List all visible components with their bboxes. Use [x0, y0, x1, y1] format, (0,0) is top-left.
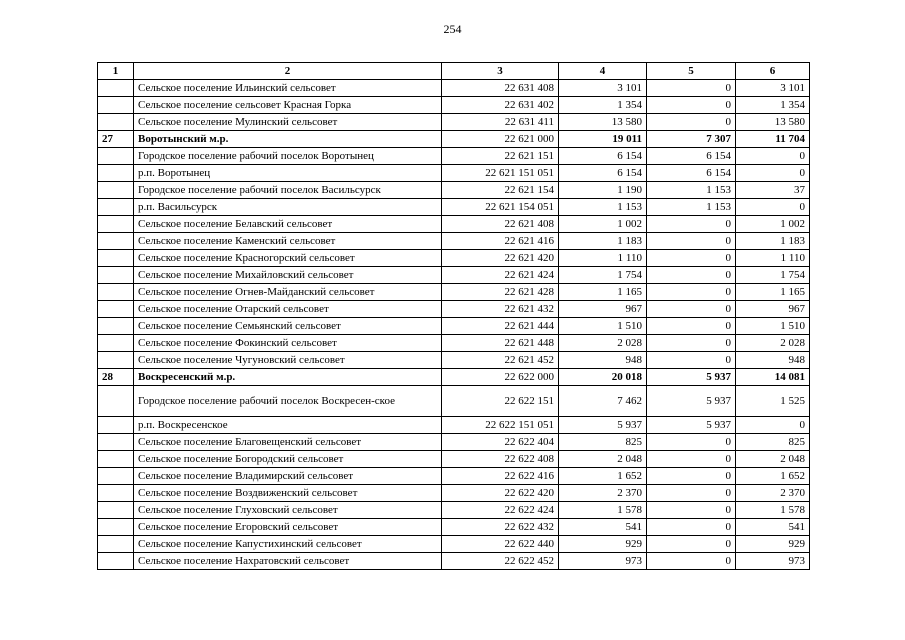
- value-col6-cell: 541: [736, 519, 810, 536]
- table-row: [98, 301, 810, 318]
- code-cell: 22 622 151 051: [442, 417, 559, 434]
- value-col5-cell: 0: [647, 114, 736, 131]
- table-row: [98, 352, 810, 369]
- code-cell: 22 622 404: [442, 434, 559, 451]
- value-col6-cell: 825: [736, 434, 810, 451]
- code-cell: 22 621 420: [442, 250, 559, 267]
- value-col5-cell: 1 153: [647, 182, 736, 199]
- value-col4-cell: 1 153: [559, 199, 647, 216]
- row-number-cell: 27: [98, 131, 134, 148]
- value-col6-cell: 11 704: [736, 131, 810, 148]
- row-number-cell: [98, 451, 134, 468]
- code-cell: 22 621 424: [442, 267, 559, 284]
- value-col5-cell: 0: [647, 284, 736, 301]
- data-table: [97, 62, 810, 570]
- value-col4-cell: 1 754: [559, 267, 647, 284]
- table-row: [98, 165, 810, 182]
- value-col5-cell: 0: [647, 301, 736, 318]
- table-row: [98, 148, 810, 165]
- value-col4-cell: 1 165: [559, 284, 647, 301]
- value-col4-cell: 1 578: [559, 502, 647, 519]
- value-col5-cell: 0: [647, 233, 736, 250]
- row-number-cell: [98, 485, 134, 502]
- value-col4-cell: 3 101: [559, 80, 647, 97]
- row-number-cell: [98, 182, 134, 199]
- row-number-cell: [98, 335, 134, 352]
- value-col4-cell: 1 354: [559, 97, 647, 114]
- row-number-cell: [98, 216, 134, 233]
- name-cell: Городское поселение рабочий поселок Воскресен-ское: [134, 386, 442, 417]
- table-row: [98, 502, 810, 519]
- name-cell: р.п. Воротынец: [134, 165, 442, 182]
- row-number-cell: [98, 114, 134, 131]
- value-col5-cell: 7 307: [647, 131, 736, 148]
- value-col5-cell: 0: [647, 335, 736, 352]
- code-cell: 22 621 151 051: [442, 165, 559, 182]
- table-row: [98, 114, 810, 131]
- value-col4-cell: 2 028: [559, 335, 647, 352]
- table-row: [98, 131, 810, 148]
- value-col5-cell: 0: [647, 485, 736, 502]
- value-col6-cell: 1 165: [736, 284, 810, 301]
- name-cell: Сельское поселение Ильинский сельсовет: [134, 80, 442, 97]
- table-row: [98, 369, 810, 386]
- value-col5-cell: 0: [647, 468, 736, 485]
- value-col6-cell: 0: [736, 165, 810, 182]
- name-cell: Сельское поселение Воздвиженский сельсовет: [134, 485, 442, 502]
- table-row: [98, 335, 810, 352]
- name-cell: Сельское поселение Фокинский сельсовет: [134, 335, 442, 352]
- table-row: [98, 417, 810, 434]
- name-cell: Городское поселение рабочий поселок Васильсурск: [134, 182, 442, 199]
- code-cell: 22 622 416: [442, 468, 559, 485]
- value-col4-cell: 2 370: [559, 485, 647, 502]
- value-col5-cell: 0: [647, 434, 736, 451]
- table-body: [98, 80, 810, 570]
- value-col5-cell: 0: [647, 519, 736, 536]
- value-col4-cell: 2 048: [559, 451, 647, 468]
- row-number-cell: [98, 267, 134, 284]
- code-cell: 22 621 428: [442, 284, 559, 301]
- value-col4-cell: 7 462: [559, 386, 647, 417]
- value-col6-cell: 1 652: [736, 468, 810, 485]
- name-cell: Сельское поселение Красногорский сельсовет: [134, 250, 442, 267]
- code-cell: 22 621 154: [442, 182, 559, 199]
- value-col5-cell: 0: [647, 80, 736, 97]
- code-cell: 22 631 411: [442, 114, 559, 131]
- row-number-cell: [98, 502, 134, 519]
- name-cell: Сельское поселение Огнев-Майданский сельсовет: [134, 284, 442, 301]
- value-col4-cell: 6 154: [559, 148, 647, 165]
- name-cell: Сельское поселение Отарский сельсовет: [134, 301, 442, 318]
- value-col6-cell: 14 081: [736, 369, 810, 386]
- name-cell: р.п. Васильсурск: [134, 199, 442, 216]
- value-col5-cell: 0: [647, 97, 736, 114]
- value-col5-cell: 5 937: [647, 417, 736, 434]
- row-number-cell: [98, 386, 134, 417]
- value-col4-cell: 1 190: [559, 182, 647, 199]
- code-cell: 22 621 416: [442, 233, 559, 250]
- name-cell: Сельское поселение Чугуновский сельсовет: [134, 352, 442, 369]
- code-cell: 22 621 408: [442, 216, 559, 233]
- code-cell: 22 622 000: [442, 369, 559, 386]
- value-col4-cell: 1 652: [559, 468, 647, 485]
- row-number-cell: [98, 250, 134, 267]
- row-number-cell: [98, 434, 134, 451]
- name-cell: Сельское поселение Нахратовский сельсовет: [134, 553, 442, 570]
- value-col6-cell: 1 183: [736, 233, 810, 250]
- table-row: [98, 199, 810, 216]
- name-cell: Сельское поселение Каменский сельсовет: [134, 233, 442, 250]
- value-col6-cell: 973: [736, 553, 810, 570]
- row-number-cell: [98, 468, 134, 485]
- value-col4-cell: 948: [559, 352, 647, 369]
- value-col4-cell: 19 011: [559, 131, 647, 148]
- code-cell: 22 621 432: [442, 301, 559, 318]
- value-col4-cell: 825: [559, 434, 647, 451]
- value-col6-cell: 37: [736, 182, 810, 199]
- row-number-cell: [98, 301, 134, 318]
- value-col4-cell: 20 018: [559, 369, 647, 386]
- value-col4-cell: 1 110: [559, 250, 647, 267]
- table-row: [98, 519, 810, 536]
- value-col6-cell: 0: [736, 148, 810, 165]
- table-row: [98, 553, 810, 570]
- table-row: [98, 267, 810, 284]
- table-row: [98, 434, 810, 451]
- name-cell: Сельское поселение Белавский сельсовет: [134, 216, 442, 233]
- value-col6-cell: 0: [736, 199, 810, 216]
- table-row: [98, 250, 810, 267]
- value-col4-cell: 973: [559, 553, 647, 570]
- table-row: [98, 468, 810, 485]
- row-number-cell: [98, 80, 134, 97]
- name-cell: Воскресенский м.р.: [134, 369, 442, 386]
- table-row: [98, 216, 810, 233]
- code-cell: 22 622 420: [442, 485, 559, 502]
- code-cell: 22 622 408: [442, 451, 559, 468]
- code-cell: 22 622 440: [442, 536, 559, 553]
- value-col6-cell: 1 578: [736, 502, 810, 519]
- name-cell: Сельское поселение Глуховский сельсовет: [134, 502, 442, 519]
- value-col4-cell: 967: [559, 301, 647, 318]
- value-col4-cell: 1 002: [559, 216, 647, 233]
- value-col5-cell: 0: [647, 451, 736, 468]
- value-col4-cell: 929: [559, 536, 647, 553]
- row-number-cell: [98, 417, 134, 434]
- row-number-cell: [98, 352, 134, 369]
- value-col5-cell: 0: [647, 250, 736, 267]
- name-cell: р.п. Воскресенское: [134, 417, 442, 434]
- table-row: [98, 386, 810, 417]
- row-number-cell: [98, 553, 134, 570]
- table-row: [98, 284, 810, 301]
- value-col5-cell: 6 154: [647, 165, 736, 182]
- name-cell: Сельское поселение Капустихинский сельсовет: [134, 536, 442, 553]
- value-col5-cell: 6 154: [647, 148, 736, 165]
- code-cell: 22 621 000: [442, 131, 559, 148]
- value-col6-cell: 1 754: [736, 267, 810, 284]
- value-col6-cell: 1 525: [736, 386, 810, 417]
- value-col4-cell: 13 580: [559, 114, 647, 131]
- name-cell: Воротынский м.р.: [134, 131, 442, 148]
- value-col5-cell: 0: [647, 553, 736, 570]
- value-col6-cell: 2 048: [736, 451, 810, 468]
- table-row: [98, 182, 810, 199]
- value-col6-cell: 3 101: [736, 80, 810, 97]
- table-row: [98, 233, 810, 250]
- code-cell: 22 631 402: [442, 97, 559, 114]
- code-cell: 22 622 432: [442, 519, 559, 536]
- row-number-cell: [98, 233, 134, 250]
- code-cell: 22 621 151: [442, 148, 559, 165]
- value-col6-cell: 967: [736, 301, 810, 318]
- code-cell: 22 621 444: [442, 318, 559, 335]
- table-row: [98, 536, 810, 553]
- value-col6-cell: 13 580: [736, 114, 810, 131]
- value-col6-cell: 1 354: [736, 97, 810, 114]
- value-col6-cell: 2 370: [736, 485, 810, 502]
- code-cell: 22 622 151: [442, 386, 559, 417]
- table-row: [98, 485, 810, 502]
- page-number: 254: [443, 22, 462, 36]
- value-col6-cell: 0: [736, 417, 810, 434]
- row-number-cell: [98, 536, 134, 553]
- name-cell: Городское поселение рабочий поселок Воротынец: [134, 148, 442, 165]
- code-cell: 22 631 408: [442, 80, 559, 97]
- value-col6-cell: 1 110: [736, 250, 810, 267]
- name-cell: Сельское поселение Михайловский сельсовет: [134, 267, 442, 284]
- value-col5-cell: 0: [647, 352, 736, 369]
- row-number-cell: [98, 148, 134, 165]
- code-cell: 22 621 154 051: [442, 199, 559, 216]
- value-col6-cell: 929: [736, 536, 810, 553]
- code-cell: 22 621 448: [442, 335, 559, 352]
- name-cell: Сельское поселение Егоровский сельсовет: [134, 519, 442, 536]
- value-col5-cell: 1 153: [647, 199, 736, 216]
- column-header: 3: [442, 63, 559, 80]
- column-header: 5: [647, 63, 736, 80]
- value-col4-cell: 6 154: [559, 165, 647, 182]
- column-header: 6: [736, 63, 810, 80]
- value-col5-cell: 5 937: [647, 369, 736, 386]
- value-col6-cell: 948: [736, 352, 810, 369]
- name-cell: Сельское поселение Богородский сельсовет: [134, 451, 442, 468]
- table-row: [98, 97, 810, 114]
- name-cell: Сельское поселение Семьянский сельсовет: [134, 318, 442, 335]
- name-cell: Сельское поселение Мулинский сельсовет: [134, 114, 442, 131]
- value-col5-cell: 0: [647, 536, 736, 553]
- table-row: [98, 318, 810, 335]
- code-cell: 22 622 452: [442, 553, 559, 570]
- value-col5-cell: 0: [647, 502, 736, 519]
- row-number-cell: [98, 97, 134, 114]
- table-header-row: [98, 63, 810, 80]
- value-col6-cell: 1 510: [736, 318, 810, 335]
- value-col5-cell: 0: [647, 267, 736, 284]
- table-row: [98, 80, 810, 97]
- name-cell: Сельское поселение Владимирский сельсовет: [134, 468, 442, 485]
- code-cell: 22 622 424: [442, 502, 559, 519]
- value-col4-cell: 1 510: [559, 318, 647, 335]
- row-number-cell: [98, 284, 134, 301]
- value-col6-cell: 1 002: [736, 216, 810, 233]
- code-cell: 22 621 452: [442, 352, 559, 369]
- value-col6-cell: 2 028: [736, 335, 810, 352]
- table-row: [98, 451, 810, 468]
- column-header: 4: [559, 63, 647, 80]
- value-col4-cell: 1 183: [559, 233, 647, 250]
- row-number-cell: [98, 318, 134, 335]
- value-col5-cell: 0: [647, 216, 736, 233]
- value-col5-cell: 5 937: [647, 386, 736, 417]
- value-col4-cell: 5 937: [559, 417, 647, 434]
- row-number-cell: 28: [98, 369, 134, 386]
- name-cell: Сельское поселение Благовещенский сельсовет: [134, 434, 442, 451]
- value-col5-cell: 0: [647, 318, 736, 335]
- column-header: 2: [134, 63, 442, 80]
- row-number-cell: [98, 165, 134, 182]
- row-number-cell: [98, 519, 134, 536]
- name-cell: Сельское поселение сельсовет Красная Горка: [134, 97, 442, 114]
- value-col4-cell: 541: [559, 519, 647, 536]
- column-header: 1: [98, 63, 134, 80]
- row-number-cell: [98, 199, 134, 216]
